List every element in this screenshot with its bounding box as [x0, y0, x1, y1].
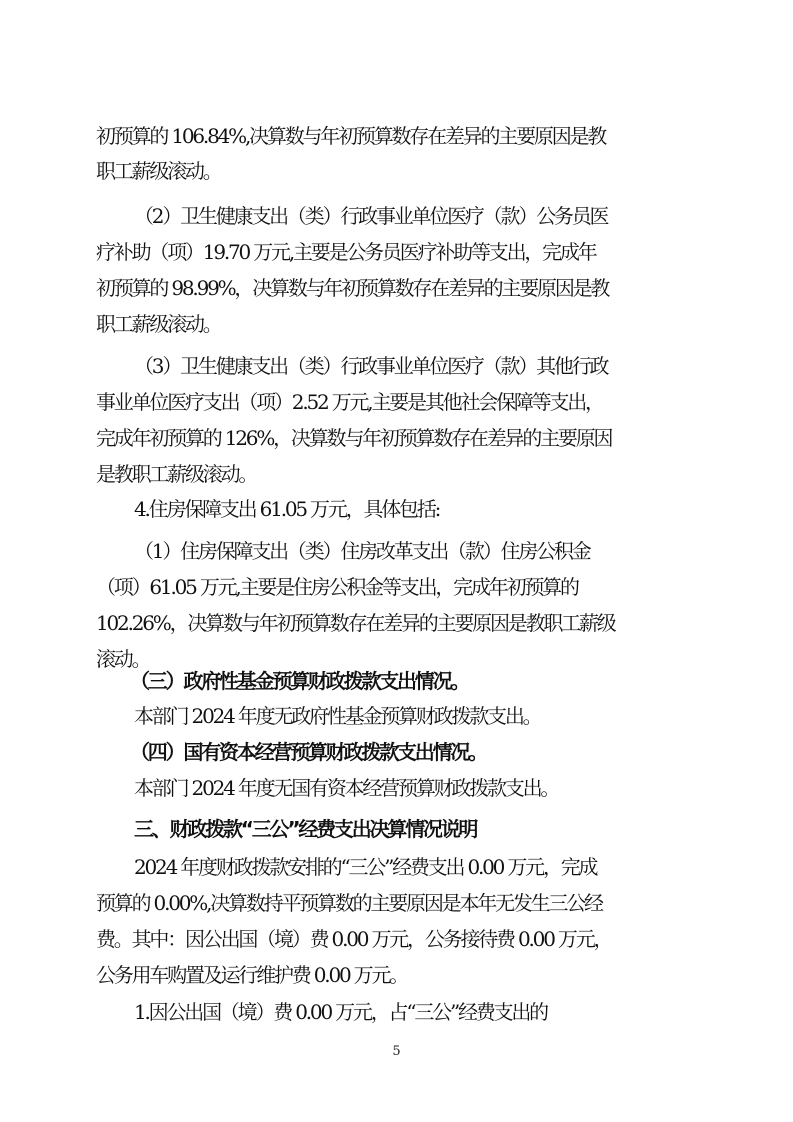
paragraph-line: 费。其中：因公出国（境）费 0.00 万元，公务接待费 0.00 万元， [96, 927, 612, 951]
paragraph-line: （1）住房保障支出（类）住房改革支出（款）住房公积金 [134, 539, 590, 563]
paragraph-line: 公务用车购置及运行维护费 0.00 万元。 [96, 963, 408, 987]
section-heading: 三、财政拨款“三公”经费支出决算情况说明 [134, 817, 477, 841]
paragraph-line: 102.26%，决算数与年初预算数存在差异的主要原因是教职工薪级 [96, 611, 615, 635]
paragraph-line: 初预算的 106.84%,决算数与年初预算数存在差异的主要原因是教 [96, 124, 606, 148]
paragraph-line: 职工薪级滚动。 [96, 312, 221, 336]
paragraph-line: 本部门 2024 年度无国有资本经营预算财政拨款支出。 [134, 776, 559, 800]
paragraph-line: （3）卫生健康支出（类）行政事业单位医疗（款）其他行政 [134, 354, 608, 378]
paragraph-line: 本部门 2024 年度无政府性基金预算财政拨款支出。 [134, 704, 541, 728]
paragraph-line: （项）61.05 万元,主要是住房公积金等支出，完成年初预算的 [96, 575, 578, 599]
paragraph-line: 滚动。 [96, 647, 150, 671]
section-heading: （三）政府性基金预算财政拨款支出情况。 [130, 669, 469, 693]
paragraph-line: 4.住房保障支出 61.05 万元，具体包括: [134, 497, 440, 521]
paragraph-line: 职工薪级滚动。 [96, 159, 221, 183]
paragraph-line: 1.因公出国（境）费 0.00 万元，占“三公”经费支出的 [134, 1000, 547, 1024]
paragraph-line: （2）卫生健康支出（类）行政事业单位医疗（款）公务员医 [134, 204, 608, 228]
paragraph-line: 2024 年度财政拨款安排的“三公”经费支出 0.00 万元，完成 [134, 855, 597, 879]
paragraph-line: 完成年初预算的 126%，决算数与年初预算数存在差异的主要原因 [96, 426, 612, 450]
paragraph-line: 初预算的 98.99%，决算数与年初预算数存在差异的主要原因是教 [96, 276, 609, 300]
paragraph-line: 是教职工薪级滚动。 [96, 462, 257, 486]
section-heading: （四）国有资本经营预算财政拨款支出情况。 [130, 740, 486, 764]
paragraph-line: 疗补助（项）19.70 万元,主要是公务员医疗补助等支出，完成年 [96, 240, 596, 264]
page-number: 5 [392, 1044, 401, 1059]
paragraph-line: 事业单位医疗支出（项）2.52 万元,主要是其他社会保障等支出， [96, 390, 603, 414]
paragraph-line: 预算的 0.00%,决算数持平预算数的主要原因是本年无发生三公经 [96, 891, 602, 915]
